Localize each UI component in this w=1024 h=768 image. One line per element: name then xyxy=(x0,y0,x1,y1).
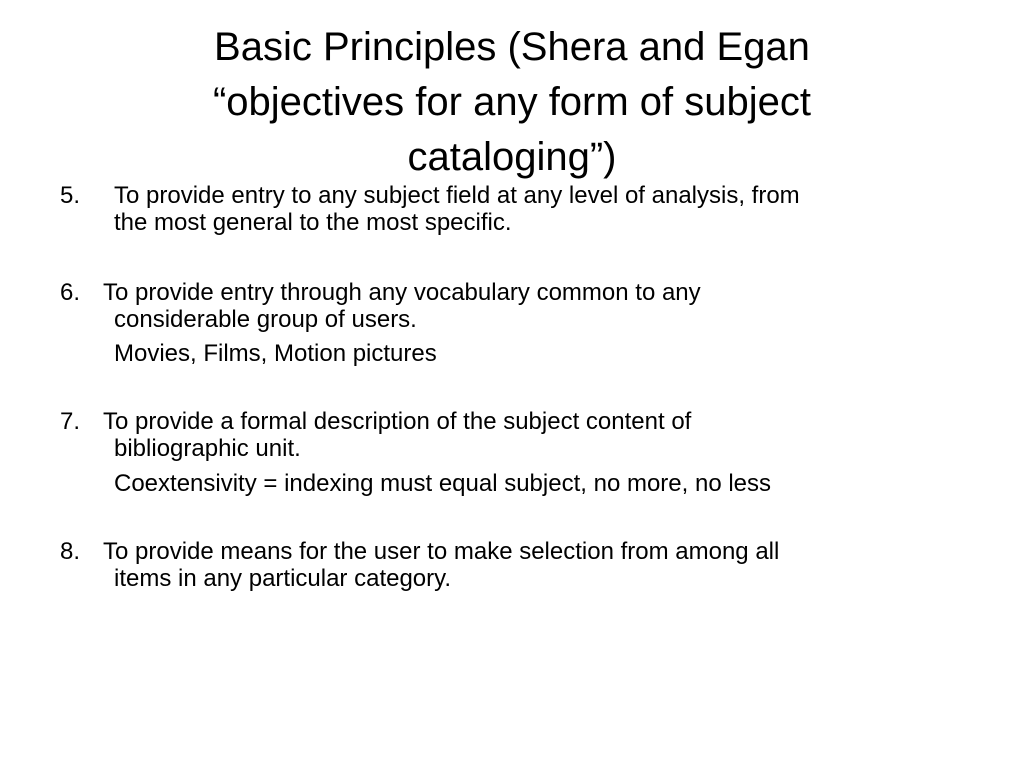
list-item-text-continued: bibliographic unit. xyxy=(114,435,301,462)
list-item-text-continued: items in any particular category. xyxy=(114,565,452,592)
list-item-number: 7. xyxy=(60,408,81,435)
slide-title-line-3: cataloging”) xyxy=(407,135,617,179)
list-item-text-continued: considerable group of users. xyxy=(114,306,417,333)
list-item-text: To provide entry to any subject field at any level of analysis, from xyxy=(114,182,800,209)
list-item-text: To provide entry through any vocabulary common to any xyxy=(103,279,701,306)
list-item-number: 5. xyxy=(60,182,81,209)
list-item-text: To provide a formal description of the subject content of xyxy=(103,408,692,435)
slide-title-line-2: “objectives for any form of subject xyxy=(212,80,812,124)
list-item-number: 8. xyxy=(60,538,81,565)
list-item-number: 6. xyxy=(60,279,81,306)
slide-title-line-1: Basic Principles (Shera and Egan xyxy=(214,25,810,69)
list-item-example: Movies, Films, Motion pictures xyxy=(114,340,437,367)
list-item-text: To provide means for the user to make selection from among all xyxy=(103,538,780,565)
slide-title xyxy=(100,20,924,185)
list-item-text-continued: the most general to the most specific. xyxy=(114,209,512,236)
list-item-example: Coextensivity = indexing must equal subject, no more, no less xyxy=(114,470,772,497)
